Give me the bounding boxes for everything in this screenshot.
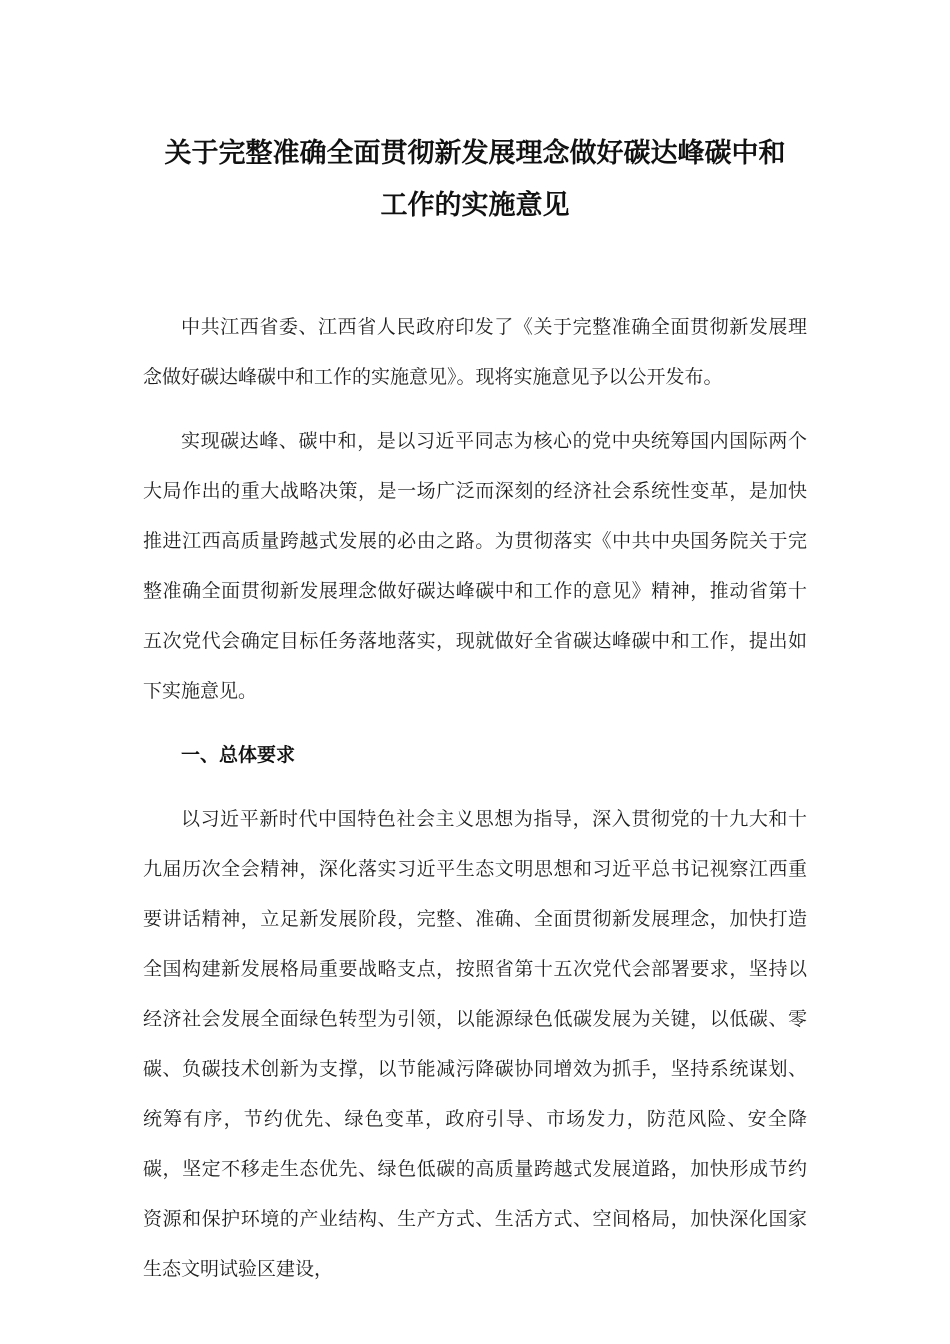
title-line-1: 关于完整准确全面贯彻新发展理念做好碳达峰碳中和 (164, 138, 786, 169)
document-title (143, 128, 807, 232)
general-requirements-paragraph: 以习近平新时代中国特色社会主义思想为指导，深入贯彻党的十九大和十九届历次全会精神，深化落实习近平生态文明思想和习近平总书记视察江西重要讲话精神，立足新发展阶段，完整、准确、全面贯彻新发展理念，加快打造全国构建新发展格局重要战略支点，按照省第十五次党代会部署要求，坚持以经济社会发展全面绿色转型为引领，以能源绿色低碳发展为关键，以低碳、零碳、负碳技术创新为支撑，以节能减污降碳协同增效为抓手，坚持系统谋划、统筹有序，节约优先、绿色变革，政府引导、市场发力，防范风险、安全降碳，坚定不移走生态优先、绿色低碳的高质量跨越式发展道路，加快形成节约资源和保护环境的产业结构、生产方式、生活方式、空间格局，加快深化国家生态文明试验区建设， (143, 808, 807, 1280)
document-body (143, 302, 807, 1294)
intro-paragraph: 中共江西省委、江西省人民政府印发了《关于完整准确全面贯彻新发展理念做好碳达峰碳中和工作的实施意见》。现将实施意见予以公开发布。 (143, 316, 807, 388)
title-line-2: 工作的实施意见 (380, 190, 570, 221)
section-heading-general-requirements: 一、总体要求 (181, 744, 296, 766)
background-paragraph: 实现碳达峰、碳中和，是以习近平同志为核心的党中央统筹国内国际两个大局作出的重大战略决策，是一场广泛而深刻的经济社会系统性变革，是加快推进江西高质量跨越式发展的必由之路。为贯彻落实《中共中央国务院关于完整准确全面贯彻新发展理念做好碳达峰碳中和工作的意见》精神，推动省第十五次党代会确定目标任务落地落实，现就做好全省碳达峰碳中和工作，提出如下实施意见。 (143, 430, 807, 702)
